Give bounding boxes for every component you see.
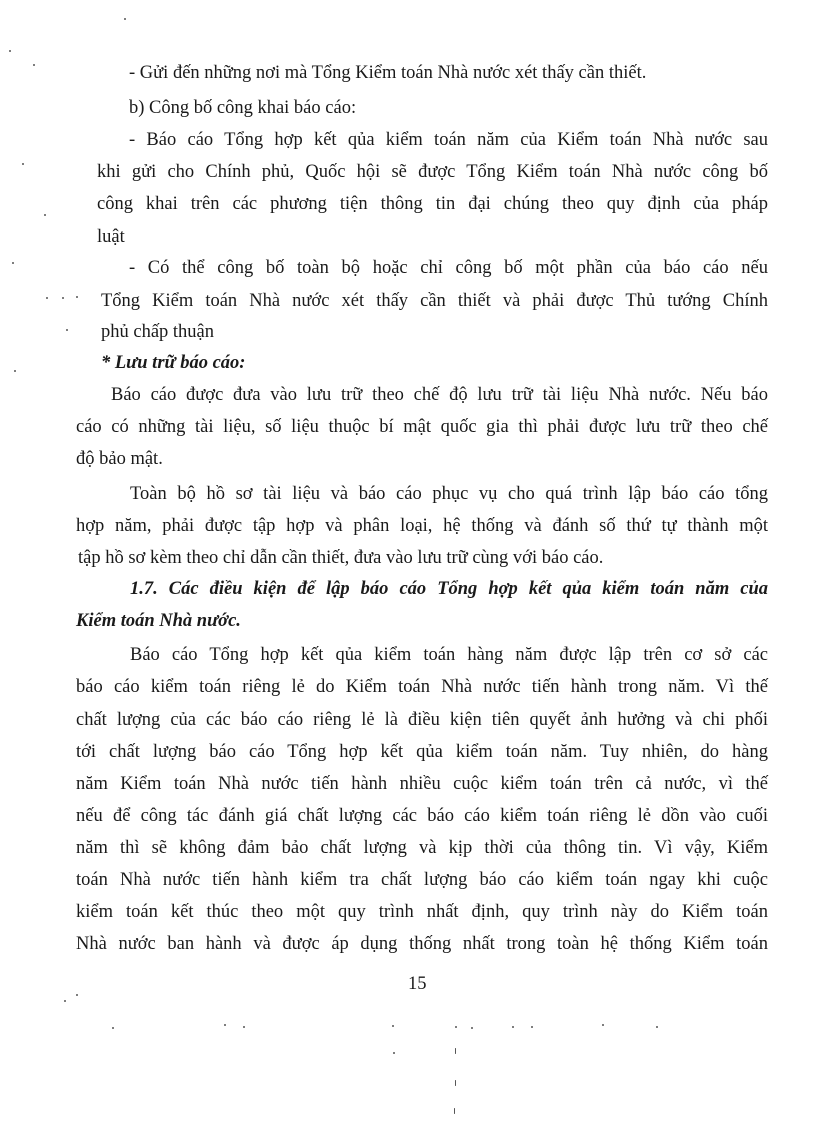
scan-speck — [33, 64, 35, 66]
section-heading: Kiểm toán Nhà nước. — [76, 611, 241, 631]
text-line: - Gửi đến những nơi mà Tổng Kiểm toán Nhà nước xét thấy cần thiết. — [129, 63, 647, 83]
scan-speck — [22, 163, 24, 165]
scan-speck — [76, 296, 78, 298]
scan-speck — [64, 1000, 66, 1002]
text-line: khi gửi cho Chính phủ, Quốc hội sẽ được Tổng Kiểm toán Nhà nước công bố — [97, 162, 768, 182]
text-line: Toàn bộ hồ sơ tài liệu và báo cáo phục vụ cho quá trình lập báo cáo tổng — [130, 484, 768, 504]
scan-speck — [512, 1026, 514, 1028]
page-number: 15 — [408, 974, 427, 994]
text-line: Tổng Kiểm toán Nhà nước xét thấy cần thiết và phải được Thủ tướng Chính — [101, 291, 768, 311]
scan-speck — [455, 1026, 457, 1028]
scan-speck — [454, 1108, 455, 1114]
scan-speck — [455, 1080, 456, 1086]
text-line: toán Nhà nước tiến hành kiểm tra chất lượng báo cáo kiểm toán ngay khi cuộc — [76, 870, 768, 890]
text-line: nếu để công tác đánh giá chất lượng các báo cáo kiểm toán riêng lẻ dồn vào cuối — [76, 806, 768, 826]
text-line: b) Công bố công khai báo cáo: — [129, 98, 357, 118]
scan-speck — [46, 297, 48, 299]
scan-speck — [455, 1048, 456, 1054]
scan-speck — [124, 18, 126, 20]
text-line: kiểm toán kết thúc theo một quy trình nhất định, quy trình này do Kiểm toán — [76, 902, 768, 922]
text-line: năm thì sẽ không đảm bảo chất lượng và kịp thời của thông tin. Vì vậy, Kiểm — [76, 838, 768, 858]
scan-speck — [602, 1024, 604, 1026]
text-line: công khai trên các phương tiện thông tin đại chúng theo quy định của pháp — [97, 194, 768, 214]
scan-speck — [656, 1026, 658, 1028]
scan-speck — [224, 1024, 226, 1026]
text-line: Báo cáo được đưa vào lưu trữ theo chế độ lưu trữ tài liệu Nhà nước. Nếu báo — [111, 385, 768, 405]
scan-speck — [76, 994, 78, 996]
section-heading: * Lưu trữ báo cáo: — [101, 353, 246, 373]
text-line: chất lượng của các báo cáo riêng lẻ là điều kiện tiên quyết ảnh hưởng và chi phối — [76, 710, 768, 730]
scan-speck — [12, 262, 14, 264]
text-line: tới chất lượng báo cáo Tổng hợp kết qủa kiểm toán năm. Tuy nhiên, do hàng — [76, 742, 768, 762]
scan-speck — [44, 214, 46, 216]
text-line: cáo có những tài liệu, số liệu thuộc bí mật quốc gia thì phải được lưu trữ theo chế — [76, 417, 768, 437]
scan-speck — [62, 297, 64, 299]
text-line: luật — [97, 227, 125, 247]
text-line: báo cáo kiểm toán riêng lẻ do Kiểm toán Nhà nước tiến hành trong năm. Vì thế — [76, 677, 768, 697]
text-line: năm Kiểm toán Nhà nước tiến hành nhiều cuộc kiểm toán trên cả nước, vì thế — [76, 774, 768, 794]
scan-speck — [112, 1027, 114, 1029]
scan-speck — [392, 1025, 394, 1027]
scan-speck — [9, 50, 11, 52]
text-line: độ bảo mật. — [76, 449, 163, 469]
scan-speck — [14, 370, 16, 372]
scan-speck — [531, 1026, 533, 1028]
scan-speck — [243, 1026, 245, 1028]
text-line: hợp năm, phải được tập hợp và phân loại, hệ thống và đánh số thứ tự thành một — [76, 516, 768, 536]
text-line: tập hồ sơ kèm theo chỉ dẫn cần thiết, đưa vào lưu trữ cùng với báo cáo. — [78, 548, 604, 568]
text-line: - Báo cáo Tổng hợp kết qủa kiểm toán năm của Kiểm toán Nhà nước sau — [129, 130, 768, 150]
scan-speck — [471, 1027, 473, 1029]
scan-speck — [66, 329, 68, 331]
text-line: phủ chấp thuận — [101, 322, 215, 342]
scan-speck — [393, 1052, 395, 1054]
text-line: Nhà nước ban hành và được áp dụng thống nhất trong toàn hệ thống Kiểm toán — [76, 934, 768, 954]
text-line: - Có thể công bố toàn bộ hoặc chỉ công bố một phần của báo cáo nếu — [129, 258, 768, 278]
text-line: Báo cáo Tổng hợp kết qủa kiểm toán hàng năm được lập trên cơ sở các — [130, 645, 768, 665]
section-heading: 1.7. Các điều kiện để lập báo cáo Tổng hợp kết qủa kiểm toán năm của — [130, 579, 768, 599]
